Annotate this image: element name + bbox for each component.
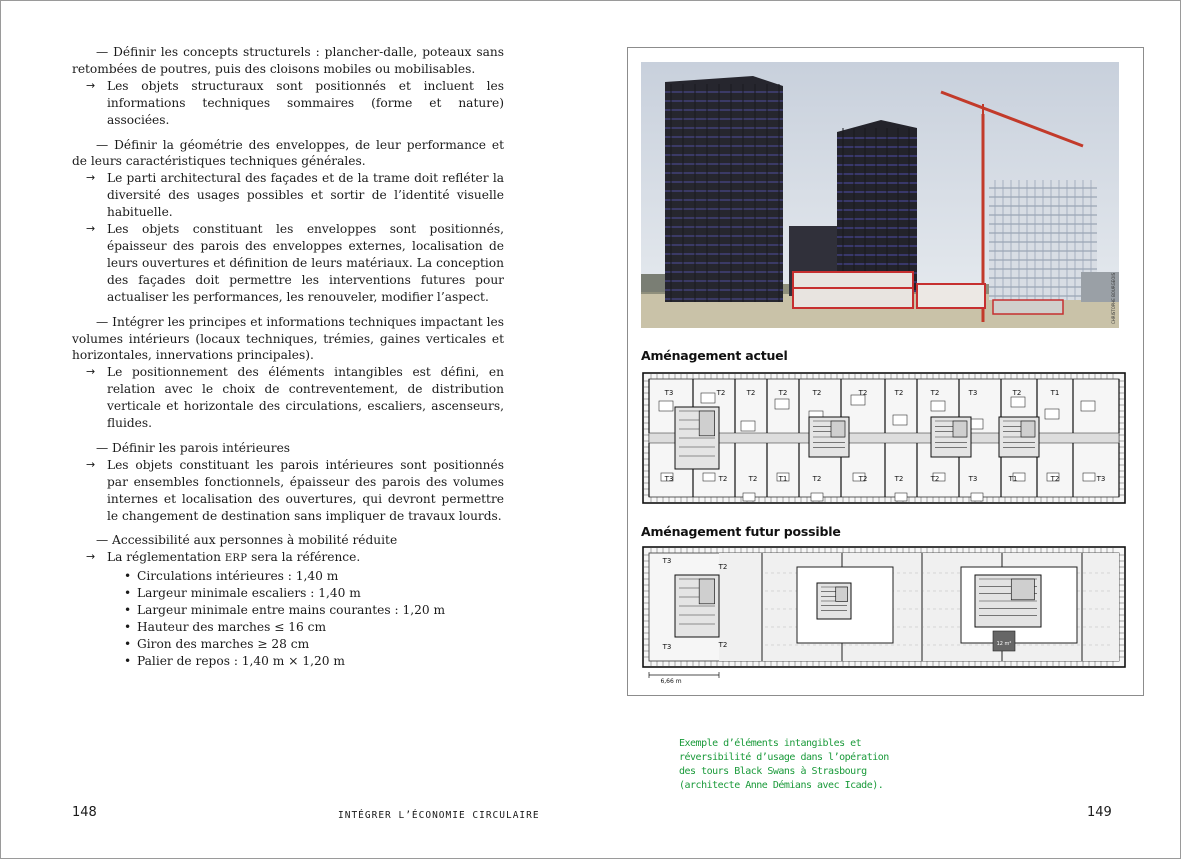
requirements-list [72, 568, 504, 669]
running-head: INTÉGRER L’ÉCONOMIE CIRCULAIRE [338, 810, 540, 821]
unit-label: T2 [746, 389, 756, 397]
arrow-item [86, 221, 504, 306]
list-item: • Circulations intérieures : 1,40 m [124, 568, 504, 585]
figure-caption: Exemple d’éléments intangibles et réversibilité d’usage dans l’opération des tours Black Swans à Strasbourg (architecte Anne Démians avec Icade). [679, 738, 889, 791]
erp-prefix: La réglementation [107, 550, 225, 565]
plan-future-label: Aménagement futur possible [641, 524, 841, 539]
plan-current-label: Aménagement actuel [641, 348, 788, 363]
spacer [72, 432, 504, 440]
unit-label: T3 [664, 389, 674, 397]
arrow-item [86, 78, 504, 129]
unit-label: T2 [858, 475, 868, 483]
list-item: • Palier de repos : 1,40 m × 1,20 m [124, 653, 504, 670]
unit-label: T2 [858, 389, 868, 397]
unit-label: T2 [718, 475, 728, 483]
list-item: • Largeur minimale escaliers : 1,40 m [124, 585, 504, 602]
section-heading: — Définir la géométrie des enveloppes, de leur performance et de leurs caractéristiques techniques générales. [72, 137, 504, 169]
unit-label: T2 [748, 475, 758, 483]
unit-label: T3 [968, 389, 978, 397]
unit-label: T2 [718, 563, 728, 571]
unit-label: T2 [812, 475, 822, 483]
arrow-item-text: Le parti architectural des façades et de la trame doit refléter la diversité des usages possibles et sortir de l’identité visuelle habituelle. [107, 171, 504, 220]
unit-label: T2 [894, 389, 904, 397]
arrow-icon: → [86, 171, 96, 185]
building-photo [641, 62, 1119, 328]
arrow-icon: → [86, 550, 96, 564]
unit-label: T2 [812, 389, 822, 397]
unit-label: T3 [662, 643, 672, 651]
list-item: • Giron des marches ≥ 28 cm [124, 636, 504, 653]
arrow-icon: → [86, 78, 96, 92]
unit-label: T1 [1008, 475, 1018, 483]
erp-acronym: ERP [224, 553, 248, 565]
photo-credit: CHRISTOPHE BOURGEOIS [1111, 272, 1116, 324]
arrow-item [86, 170, 504, 221]
figure-box [627, 47, 1144, 696]
unit-label: T3 [1096, 475, 1106, 483]
floor-plan-current [641, 371, 1127, 505]
arrow-item-text: Le positionnement des éléments intangibles est défini, en relation avec le choix de contreventement, de distribution verticale et horizontale des circulations, escaliers, ascenseurs, fluides. [107, 365, 504, 431]
section-heading: — Accessibilité aux personnes à mobilité réduite [96, 533, 398, 548]
unit-label: T3 [662, 557, 672, 565]
page-number-left: 148 [72, 805, 97, 820]
unit-label: T2 [718, 641, 728, 649]
dimension-label: 6,66 m [660, 678, 682, 685]
arrow-item-text [107, 549, 504, 568]
unit-label: T2 [716, 389, 726, 397]
unit-label: T2 [930, 389, 940, 397]
arrow-item-text: Les objets structuraux sont positionnés et incluent les informations techniques sommaires (forme et nature) associées. [107, 78, 504, 127]
section-heading: — Définir les concepts structurels : plancher-dalle, poteaux sans retombées de poutres, puis des cloisons mobiles ou mobilisables. [72, 45, 504, 76]
unit-label: T1 [778, 475, 788, 483]
floor-plan-future [641, 545, 1127, 685]
list-item: • Largeur minimale entre mains courantes : 1,20 m [124, 602, 504, 619]
arrow-item-text: Les objets constituant les parois intérieures sont positionnés par ensembles fonctionnels, épaisseur des parois des volumes internes et localisation des ouvertures, qui devront permettre le changement de destination sans impliquer de travaux lourds. [107, 457, 504, 523]
unit-label: T3 [664, 475, 674, 483]
unit-label: T2 [1050, 475, 1060, 483]
list-item: • Hauteur des marches ≤ 16 cm [124, 619, 504, 636]
unit-label: T2 [778, 389, 788, 397]
arrow-item [86, 549, 504, 568]
unit-label: T2 [1012, 389, 1022, 397]
arrow-item-text: Les objets constituant les enveloppes sont positionnés, épaisseur des parois des enveloppes externes, localisation de leurs ouvertures et définition de leurs matériaux. La conception des façades doit permettre les interventions futures pour actualiser les performances, les renouveler, modifier l’aspect. [107, 222, 504, 304]
section-heading: — Définir les parois intérieures [96, 440, 291, 455]
unit-label: T1 [1050, 389, 1060, 397]
arrow-item [86, 457, 504, 525]
unit-label: T2 [930, 475, 940, 483]
area-label: 12 m² [996, 641, 1012, 647]
arrow-icon: → [86, 457, 96, 471]
left-page-text [72, 44, 504, 670]
arrow-icon: → [86, 222, 96, 236]
unit-label: T3 [968, 475, 978, 483]
spacer [72, 524, 504, 532]
arrow-icon: → [86, 365, 96, 379]
spacer [72, 129, 504, 137]
unit-label: T2 [894, 475, 904, 483]
section-heading: — Intégrer les principes et informations techniques impactant les volumes intérieurs (locaux techniques, trémies, gaines verticales et horizontales, innervations principales). [72, 314, 504, 363]
page-number-right: 149 [1087, 805, 1112, 820]
erp-suffix: sera la référence. [247, 550, 361, 565]
arrow-item [86, 364, 504, 432]
spacer [72, 306, 504, 314]
